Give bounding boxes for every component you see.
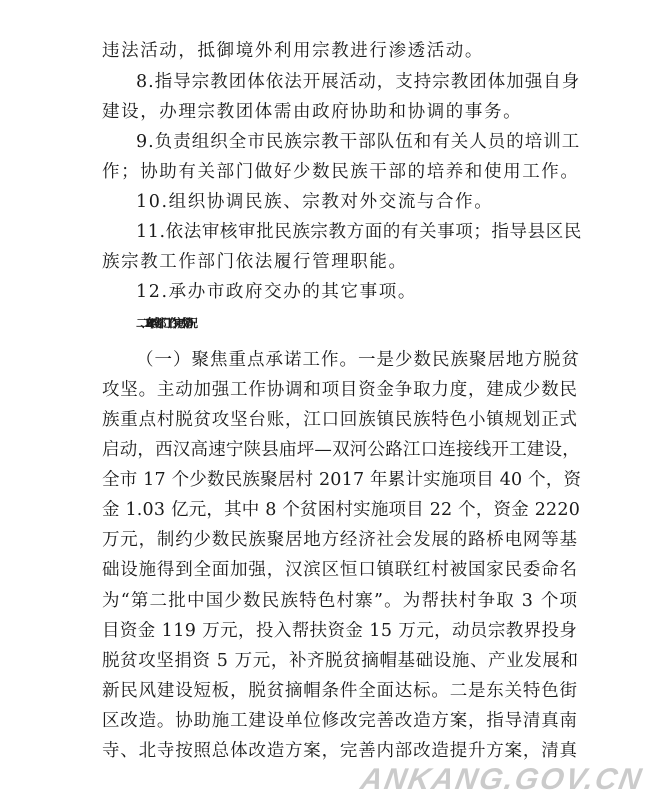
body-line-18: 础设施得到全面加强，汉滨区恒口镇联红村被国家民委命名 (102, 560, 578, 580)
body-line-3: 建设，办理宗教团体需由政府协助和协调的事务。 (102, 102, 523, 122)
body-line-1: 违法活动，抵御境外利用宗教进行渗透活动。 (102, 41, 484, 61)
body-line-6: 10.组织协调民族、宗教对外交流与合作。 (136, 192, 494, 212)
body-line-19: 为“第二批中国少数民族特色村寨”。为帮扶村争取 3 个项 (102, 591, 579, 611)
body-line-8: 族宗教工作部门依法履行管理职能。 (102, 252, 408, 272)
body-line-12: 攻坚。主动加强工作协调和项目资金争取力度，建成少数民 (102, 380, 578, 400)
body-line-2: 8.指导宗教团体依法开展活动，支持宗教团体加强自身 (136, 72, 581, 92)
body-line-14: 启动，西汉高速宁陕县庙坪—双河公路江口连接线开工建设， (102, 440, 580, 460)
body-line-4: 9.负责组织全市民族宗教干部队伍和有关人员的培训工 (136, 132, 581, 152)
body-line-15: 全市 17 个少数民族聚居村 2017 年累计实施项目 40 个，资 (102, 470, 582, 490)
body-line-22: 新民风建设短板，脱贫摘帽条件全面达标。二是东关特色街 (102, 681, 578, 701)
body-line-17: 万元，制约少数民族聚居地方经济社会发展的路桥电网等基 (102, 530, 578, 550)
body-line-11: （一）聚焦重点承诺工作。一是少数民族聚居地方脱贫 (136, 350, 580, 370)
body-line-13: 族重点村脱贫攻坚台账，江口回族镇民族特色小镇规划正式 (102, 410, 578, 430)
body-line-21: 脱贫攻坚捐资 5 万元，补齐脱贫摘帽基础设施、产业发展和 (102, 651, 579, 671)
body-line-16: 金 1.03 亿元，其中 8 个贫困村实施项目 22 个，资金 2220 (102, 500, 581, 520)
section-heading: 二、2017 年度部门工作完成情况 (136, 316, 192, 330)
body-line-23: 区改造。协助施工建设单位修改完善改造方案，指导清真南 (102, 711, 578, 731)
body-line-20: 目资金 119 万元，投入帮扶资金 15 万元，动员宗教界投身 (102, 621, 578, 641)
body-line-9: 12.承办市政府交办的其它事项。 (136, 282, 417, 302)
site-watermark: ANKANG.GOV.CN (358, 763, 646, 796)
body-line-5: 作；协助有关部门做好少数民族干部的培养和使用工作。 (102, 162, 580, 182)
body-line-7: 11.依法审核审批民族宗教方面的有关事项；指导县区民 (136, 222, 582, 242)
body-line-24: 寺、北寺按照总体改造方案，完善内部改造提升方案，清真 (102, 741, 578, 761)
